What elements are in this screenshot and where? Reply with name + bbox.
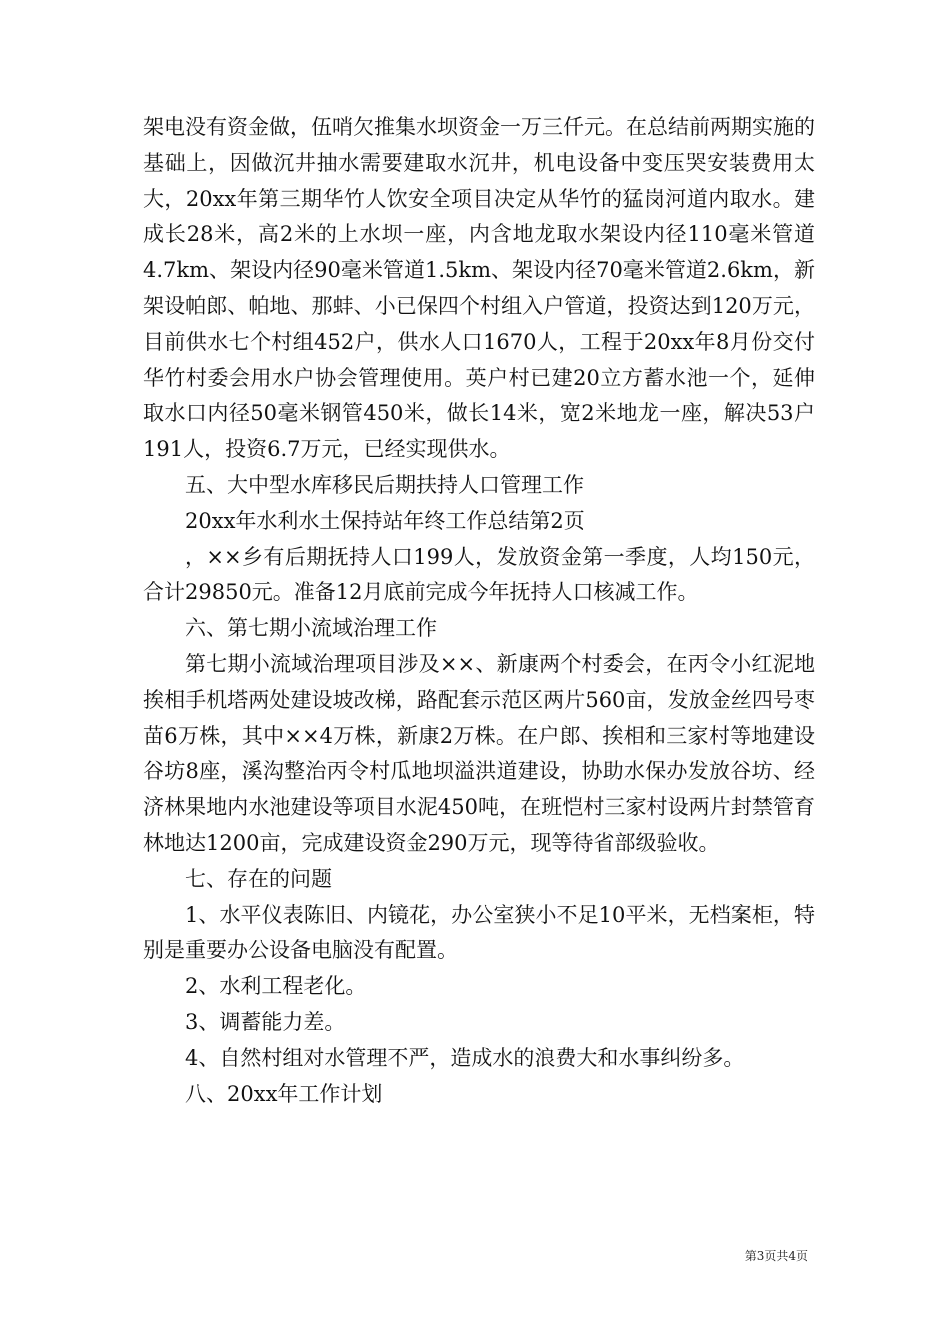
heading-resettlement: 五、大中型水库移民后期扶持人口管理工作	[185, 472, 584, 497]
document-body	[143, 110, 815, 1112]
heading-problems: 七、存在的问题	[185, 866, 332, 891]
paragraph-water-project: 架电没有资金做，伍哨欠推集水坝资金一万三仟元。在总结前两期实施的基础上，因做沉井抽水需要建取水沉井，机电设备中变压哭安装费用太大，20xx年第三期华竹人饮安全项目决定从华竹的猛岗河道内取水。建成长28米，高2米的上水坝一座，内含地龙取水架设内径110毫米管道4.7km、架设内径90毫米管道1.5km、架设内径70毫米管道2.6km，新架设帕郎、帕地、那蚌、小已保四个村组入户管道，投资达到120万元，目前供水七个村组452户，供水人口1670人，工程于20xx年8月份交付华竹村委会用水户协会管理使用。英户村已建20立方蓄水池一个，延伸取水口内径50毫米钢管450米，做长14米，宽2米地龙一座，解决53户191人，投资6.7万元，已经实现供水。	[143, 115, 815, 462]
paragraph-resettlement: ，××乡有后期抚持人口199人，发放资金第一季度，人均150元，合计29850元。准备12月底前完成今年抚持人口核减工作。	[143, 544, 815, 605]
problem-item-4: 4、自然村组对水管理不严，造成水的浪费大和水事纠纷多。	[185, 1045, 745, 1070]
problem-item-2: 2、水利工程老化。	[185, 974, 367, 999]
problem-item-1: 1、水平仪表陈旧、内镜花，办公室狭小不足10平米，无档案柜，特别是重要办公设备电脑没有配置。	[143, 902, 815, 963]
page-number: 第3页共4页	[744, 1249, 808, 1263]
problem-item-3: 3、调蓄能力差。	[185, 1009, 346, 1034]
heading-watershed: 六、第七期小流域治理工作	[185, 616, 437, 641]
heading-work-plan: 八、20xx年工作计划	[185, 1081, 383, 1106]
inline-page-title: 20xx年水利水土保持站年终工作总结第2页	[185, 508, 585, 533]
paragraph-watershed: 第七期小流域治理项目涉及××、新康两个村委会，在丙令小红泥地挨相手机塔两处建设坡改梯，路配套示范区两片560亩，发放金丝四号枣苗6万株，其中××4万株，新康2万株。在户郎、挨相和三家村等地建设谷坊8座，溪沟整治丙令村瓜地坝溢洪道建设，协助水保办发放谷坊、经济林果地内水池建设等项目水泥450吨，在班恺村三家村设两片封禁管育林地达1200亩，完成建设资金290万元，现等待省部级验收。	[143, 651, 815, 855]
